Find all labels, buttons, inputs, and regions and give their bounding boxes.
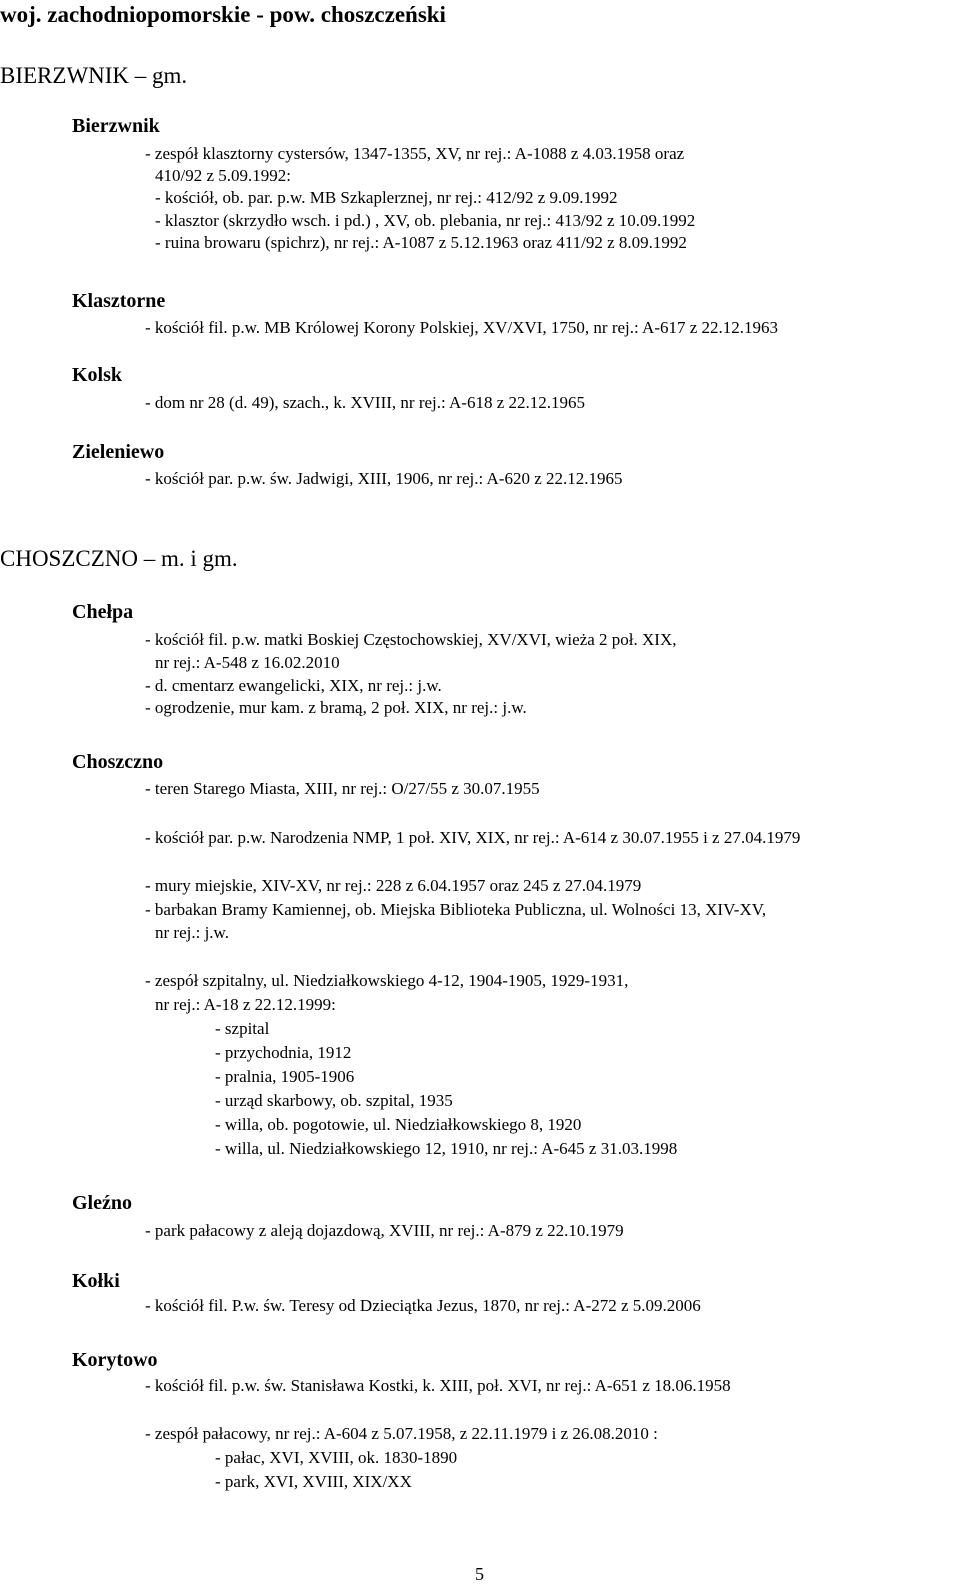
entry-line: nr rej.: A-548 z 16.02.2010 [155, 653, 340, 672]
entry-line: - willa, ob. pogotowie, ul. Niedziałkowskiego 8, 1920 [215, 1115, 582, 1134]
entry-line: - d. cmentarz ewangelicki, XIX, nr rej.: j.w. [145, 676, 442, 695]
entry-line: - szpital [215, 1019, 270, 1038]
entry-line: - urząd skarbowy, ob. szpital, 1935 [215, 1091, 453, 1110]
entry-line: - kościół, ob. par. p.w. MB Szkaplerznej, nr rej.: 412/92 z 9.09.1992 [155, 188, 618, 207]
entry-line: - zespół szpitalny, ul. Niedziałkowskiego 4-12, 1904-1905, 1929-1931, [145, 971, 629, 990]
section-title-bierzwnik: BIERZWNIK – gm. [0, 63, 188, 88]
locality-kolsk: Kolsk [72, 364, 123, 386]
region-heading: woj. zachodniopomorskie - pow. choszczeński [0, 2, 446, 27]
page-number: 5 [475, 1564, 484, 1584]
entry-line: - kościół par. p.w. Narodzenia NMP, 1 poł. XIV, XIX, nr rej.: A-614 z 30.07.1955 i z 27.04.1979 [145, 828, 801, 847]
entry-line: - kościół fil. p.w. MB Królowej Korony Polskiej, XV/XVI, 1750, nr rej.: A-617 z 22.12.1963 [145, 318, 779, 337]
entry-line: - pralnia, 1905-1906 [215, 1067, 355, 1086]
entry-line: - pałac, XVI, XVIII, ok. 1830-1890 [215, 1448, 458, 1467]
entry-line: - kościół fil. p.w. św. Stanisława Kostki, k. XIII, poł. XVI, nr rej.: A-651 z 18.06.1958 [145, 1376, 731, 1395]
entry-line: - dom nr 28 (d. 49), szach., k. XVIII, nr rej.: A-618 z 22.12.1965 [145, 393, 586, 412]
entry-line: nr rej.: A-18 z 22.12.1999: [155, 995, 336, 1014]
entry-line: - zespół pałacowy, nr rej.: A-604 z 5.07.1958, z 22.11.1979 i z 26.08.2010 : [145, 1424, 658, 1443]
entry-line: 410/92 z 5.09.1992: [155, 166, 291, 185]
entry-line: - park, XVI, XVIII, XIX/XX [215, 1472, 412, 1491]
entry-line: - klasztor (skrzydło wsch. i pd.) , XV, ob. plebania, nr rej.: 413/92 z 10.09.1992 [155, 211, 696, 230]
entry-line: - ruina browaru (spichrz), nr rej.: A-1087 z 5.12.1963 oraz 411/92 z 8.09.1992 [155, 233, 687, 252]
section-title-choszczno: CHOSZCZNO – m. i gm. [0, 546, 238, 571]
entry-line: - barbakan Bramy Kamiennej, ob. Miejska Biblioteka Publiczna, ul. Wolności 13, XIV-XV, [145, 900, 767, 919]
locality-klasztorne: Klasztorne [72, 290, 166, 312]
locality-zieleniewo: Zieleniewo [72, 441, 165, 463]
locality-chelpa: Chełpa [72, 601, 134, 623]
entry-line: - przychodnia, 1912 [215, 1043, 352, 1062]
entry-line: - park pałacowy z aleją dojazdową, XVIII, nr rej.: A-879 z 22.10.1979 [145, 1221, 624, 1240]
locality-kolki: Kołki [72, 1270, 120, 1292]
entry-line: - mury miejskie, XIV-XV, nr rej.: 228 z 6.04.1957 oraz 245 z 27.04.1979 [145, 876, 642, 895]
locality-korytowo: Korytowo [72, 1349, 158, 1371]
entry-line: nr rej.: j.w. [155, 923, 229, 942]
entry-line: - teren Starego Miasta, XIII, nr rej.: O/27/55 z 30.07.1955 [145, 779, 540, 798]
locality-bierzwnik: Bierzwnik [72, 115, 160, 137]
entry-line: - kościół par. p.w. św. Jadwigi, XIII, 1906, nr rej.: A-620 z 22.12.1965 [145, 469, 623, 488]
entry-line: - zespół klasztorny cystersów, 1347-1355, XV, nr rej.: A-1088 z 4.03.1958 oraz [145, 144, 685, 163]
entry-line: - willa, ul. Niedziałkowskiego 12, 1910, nr rej.: A-645 z 31.03.1998 [215, 1139, 678, 1158]
entry-line: - kościół fil. p.w. matki Boskiej Częstochowskiej, XV/XVI, wieża 2 poł. XIX, [145, 630, 677, 649]
entry-line: - kościół fil. P.w. św. Teresy od Dzieciątka Jezus, 1870, nr rej.: A-272 z 5.09.2006 [145, 1296, 701, 1315]
locality-choszczno: Choszczno [72, 751, 164, 773]
locality-glezno: Gleźno [72, 1192, 132, 1214]
entry-line: - ogrodzenie, mur kam. z bramą, 2 poł. XIX, nr rej.: j.w. [145, 698, 527, 717]
